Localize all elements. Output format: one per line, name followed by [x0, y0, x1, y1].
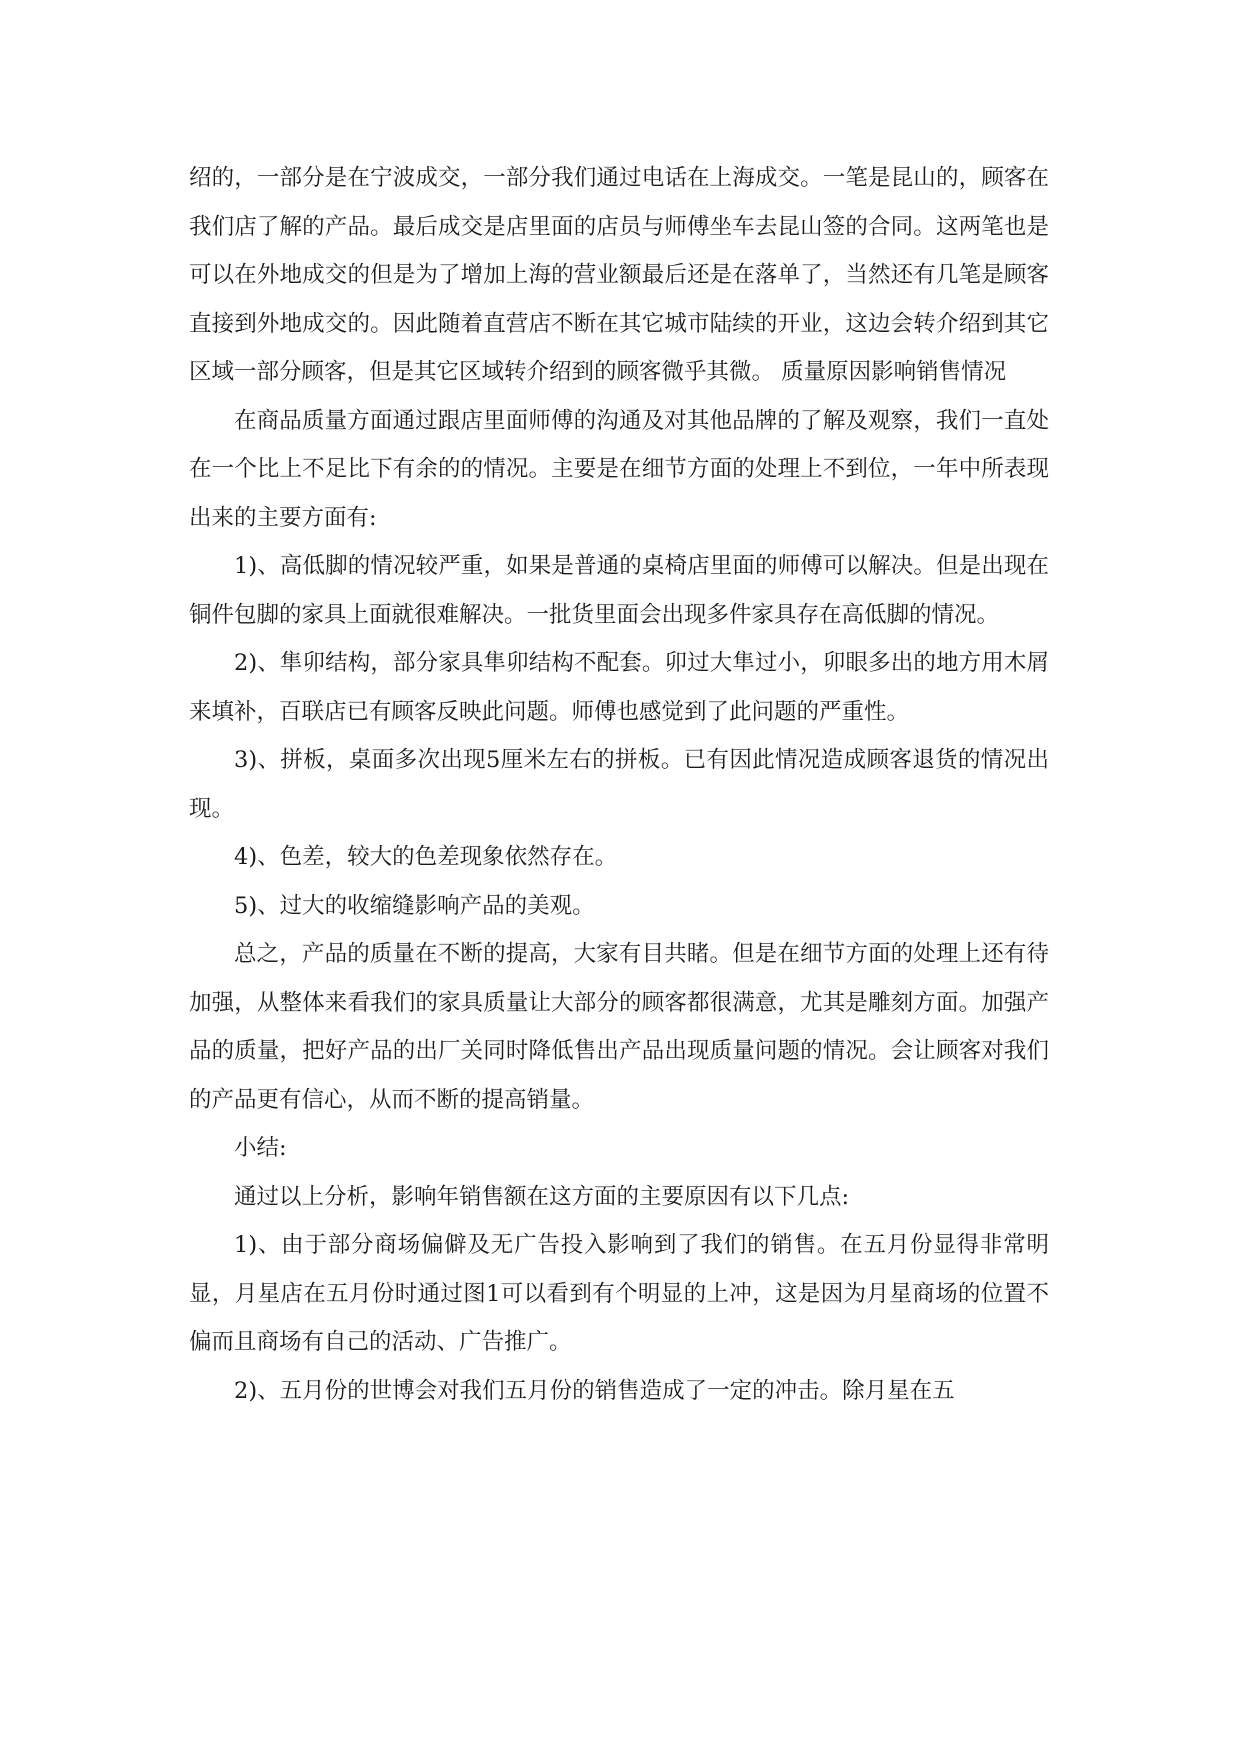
list-item-expo-impact: 2)、五月份的世博会对我们五月份的销售造成了一定的冲击。除月星在五	[234, 1377, 955, 1404]
list-item-uneven-legs: 1)、高低脚的情况较严重，如果是普通的桌椅店里面的师傅可以解决。但是出现在铜件包脚的家具上面就很难解决。一批货里面会出现多件家具存在高低脚的情况。	[189, 553, 1049, 628]
paragraph-quality-intro: 在商品质量方面通过跟店里面师傅的沟通及对其他品牌的了解及观察，我们一直处在一个比上不足比下有余的的情况。主要是在细节方面的处理上不到位，一年中所表现出来的主要方面有:	[189, 407, 1049, 531]
list-item-shrinkage-gaps: 5)、过大的收缩缝影响产品的美观。	[234, 892, 595, 919]
list-item-color-difference: 4)、色差，较大的色差现象依然存在。	[234, 844, 618, 870]
paragraph-quality-summary: 总之，产品的质量在不断的提高，大家有目共睹。但是在细节方面的处理上还有待加强，从整体来看我们的家具质量让大部分的顾客都很满意，尤其是雕刻方面。加强产品的质量，把好产品的出厂关同时降低售出产品出现质量问题的情况。会让顾客对我们的产品更有信心，从而不断的提高销量。	[189, 941, 1049, 1113]
list-item-remote-malls: 1)、由于部分商场偏僻及无广告投入影响到了我们的销售。在五月份显得非常明显，月星店在五月份时通过图1可以看到有个明显的上冲，这是因为月星商场的位置不偏而且商场有自己的活动、广告推广。	[189, 1232, 1049, 1355]
list-item-panel-joints: 3)、拼板，桌面多次出现5厘米左右的拼板。已有因此情况造成顾客退货的情况出现。	[189, 747, 1049, 822]
paragraph-continuation: 绍的，一部分是在宁波成交，一部分我们通过电话在上海成交。一笔是昆山的，顾客在我们店了解的产品。最后成交是店里面的店员与师傅坐车去昆山签的合同。这两笔也是可以在外地成交的但是为了增加上海的营业额最后还是在落单了，当然还有几笔是顾客直接到外地成交的。因此随着直营店不断在其它城市陆续的开业，这边会转介绍到其它区域一部分顾客，但是其它区域转介绍到的顾客微乎其微。 质量原因影响销售情况	[189, 165, 1049, 385]
list-item-mortise-tenon: 2)、隼卯结构，部分家具隼卯结构不配套。卯过大隼过小，卯眼多出的地方用木屑来填补，百联店已有顾客反映此问题。师傅也感觉到了此问题的严重性。	[189, 650, 1049, 725]
section-heading-summary: 小结:	[234, 1135, 287, 1161]
paragraph-summary-intro: 通过以上分析，影响年销售额在这方面的主要原因有以下几点:	[234, 1183, 850, 1210]
document-body	[189, 154, 1049, 1415]
